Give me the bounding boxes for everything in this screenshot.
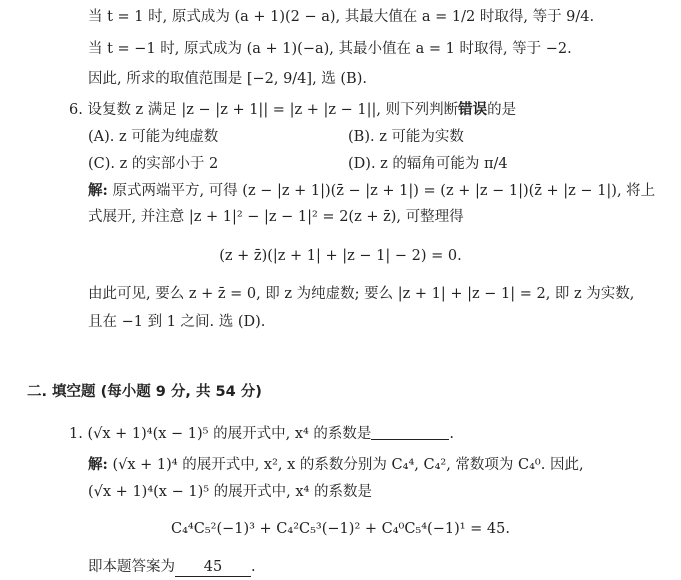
question-stem: 设复数 z 满足 |z − |z + 1|| = |z + |z − 1||, 则下列判断 [87,102,459,118]
question-number: 6. [69,102,83,118]
text-line-2: 当 t = −1 时, 原式成为 (a + 1)(−a), 其最小值在 a = 1 时取得, 等于 −2. [88,41,572,57]
answer-blank [371,423,449,440]
solution-1-line-1 [88,454,584,476]
section-heading: 二. 填空题 (每小题 9 分, 共 54 分) [27,384,262,400]
question-1 [69,423,454,445]
answer-end: . [251,559,256,575]
question-end: . [449,426,455,442]
equation-2: C₄⁴C₅²(−1)³ + C₄²C₅³(−1)² + C₄⁰C₅⁴(−1)¹ = 45. [171,521,510,537]
question-stem: (√x + 1)⁴(x − 1)⁵ 的展开式中, x⁴ 的系数是 [87,426,372,442]
option-c: (C). z 的实部小于 2 [88,156,219,172]
question-emphasis: 错误 [458,101,488,118]
solution-label: 解: [88,456,108,473]
solution-line-1 [88,180,655,202]
solution-line-2: 式展开, 并注意 |z + 1|² − |z − 1|² = 2(z + z̄), 可整理得 [88,209,464,225]
option-b: (B). z 可能为实数 [348,129,464,145]
answer-line [88,556,256,578]
solution-text: 原式两端平方, 可得 (z − |z + 1|)(z̄ − |z + 1|) = (z + |z − 1|)(z̄ + |z − 1|), 将上 [112,183,656,199]
solution-line-4: 且在 −1 到 1 之间. 选 (D). [88,314,266,330]
question-stem-end: 的是 [487,102,517,118]
question-6 [69,99,516,121]
question-number: 1. [69,426,83,442]
option-d: (D). z 的辐角可能为 π/4 [348,156,508,172]
text-line-3: 因此, 所求的取值范围是 [−2, 9/4], 选 (B). [88,71,367,87]
text-line-1: 当 t = 1 时, 原式成为 (a + 1)(2 − a), 其最大值在 a = 1/2 时取得, 等于 9/4. [88,9,595,25]
solution-label: 解: [88,182,108,199]
equation-1: (z + z̄)(|z + 1| + |z − 1| − 2) = 0. [219,248,462,264]
option-a: (A). z 可能为纯虚数 [88,129,219,145]
answer-prefix: 即本题答案为 [88,559,175,575]
solution-1-line-2: (√x + 1)⁴(x − 1)⁵ 的展开式中, x⁴ 的系数是 [88,484,372,500]
solution-line-3: 由此可见, 要么 z + z̄ = 0, 即 z 为纯虚数; 要么 |z + 1| + |z − 1| = 2, 即 z 为实数, [88,286,635,302]
solution-text: (√x + 1)⁴ 的展开式中, x², x 的系数分别为 C₄⁴, C₄², 常数项为 C₄⁰. 因此, [112,457,584,473]
answer-value: 45 [175,558,251,577]
